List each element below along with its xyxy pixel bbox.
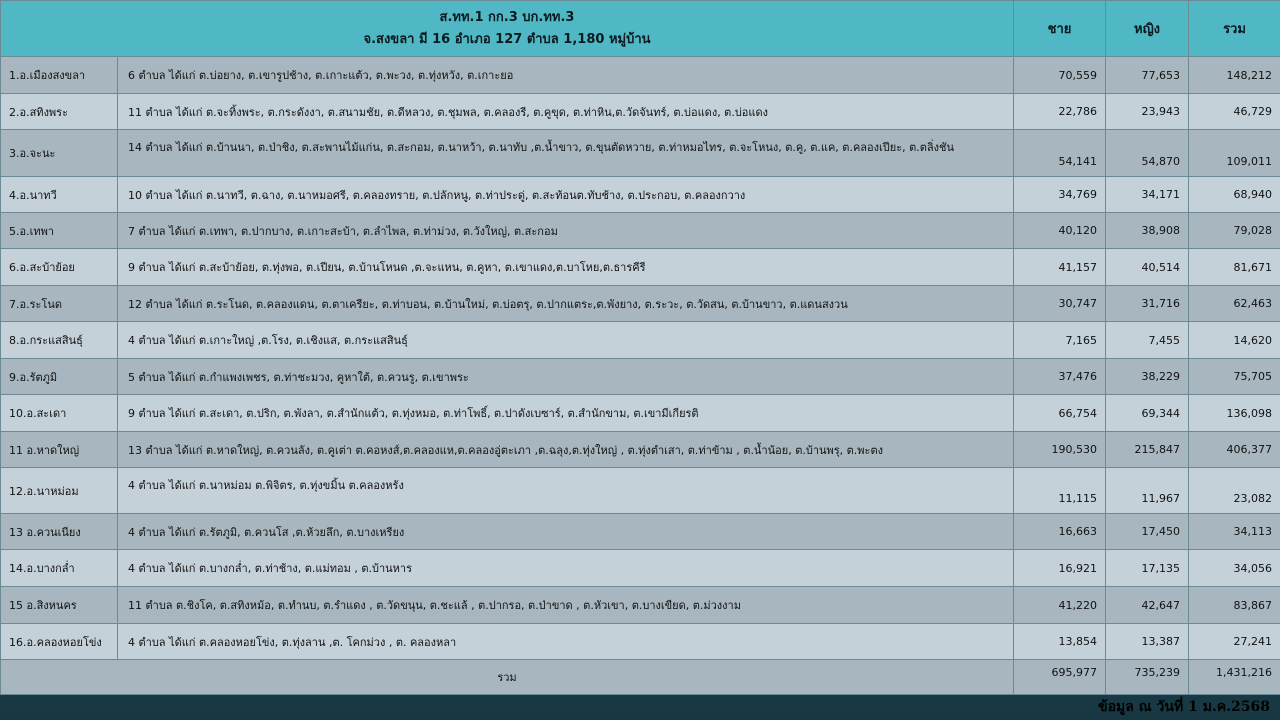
total-count: 406,377 bbox=[1189, 432, 1280, 468]
subdistrict-list: 7 ตำบล ได้แก่ ต.เทพา, ต.ปากบาง, ต.เกาะสะบ้า, ต.ลำไพล, ต.ท่าม่วง, ต.วังใหญ่, ต.สะกอม bbox=[118, 213, 1014, 249]
subdistrict-list: 9 ตำบล ได้แก่ ต.สะบ้าย้อย, ต.ทุ่งพอ, ต.เปียน, ต.บ้านโหนด ,ต.จะแหน, ต.คูหา, ต.เขาแดง,ต.บาโหย,ต.ธารคีรี bbox=[118, 249, 1014, 286]
district-name: 10.อ.สะเดา bbox=[1, 395, 118, 432]
male-count: 40,120 bbox=[1014, 213, 1106, 249]
male-count: 37,476 bbox=[1014, 359, 1106, 395]
subdistrict-list: 12 ตำบล ได้แก่ ต.ระโนด, ต.คลองแดน, ต.ตาเครียะ, ต.ท่าบอน, ต.บ้านใหม่, ต.บ่อตรุ, ต.ปากแตระ,ต.พังยาง, ต.ระวะ, ต.วัดสน, ต.บ้านขาว, ต.แดนสงวน bbox=[118, 286, 1014, 322]
total-count: 46,729 bbox=[1189, 94, 1280, 130]
district-name: 12.อ.นาหม่อม bbox=[1, 468, 118, 514]
table-row bbox=[1, 550, 1280, 587]
table-row bbox=[1, 57, 1280, 94]
total-male: 695,977 bbox=[1014, 660, 1106, 695]
district-name: 6.อ.สะบ้าย้อย bbox=[1, 249, 118, 286]
total-count: 27,241 bbox=[1189, 624, 1280, 660]
female-count: 54,870 bbox=[1106, 130, 1189, 177]
male-count: 11,115 bbox=[1014, 468, 1106, 514]
male-count: 7,165 bbox=[1014, 322, 1106, 359]
table-body bbox=[1, 57, 1280, 660]
district-name: 13 อ.ควนเนียง bbox=[1, 514, 118, 550]
data-date-note: ข้อมูล ณ วันที่ 1 ม.ค.2568 bbox=[1098, 699, 1270, 715]
district-name: 3.อ.จะนะ bbox=[1, 130, 118, 177]
district-name: 9.อ.รัตภูมิ bbox=[1, 359, 118, 395]
table-row bbox=[1, 395, 1280, 432]
male-count: 70,559 bbox=[1014, 57, 1106, 94]
total-count: 75,705 bbox=[1189, 359, 1280, 395]
total-count: 62,463 bbox=[1189, 286, 1280, 322]
female-count: 31,716 bbox=[1106, 286, 1189, 322]
district-name: 16.อ.คลองหอยโข่ง bbox=[1, 624, 118, 660]
female-count: 17,135 bbox=[1106, 550, 1189, 587]
table-row bbox=[1, 286, 1280, 322]
female-count: 38,229 bbox=[1106, 359, 1189, 395]
table-row bbox=[1, 624, 1280, 660]
table-row bbox=[1, 94, 1280, 130]
subdistrict-list: 13 ตำบล ได้แก่ ต.หาดใหญ่, ต.ควนลัง, ต.คูเต่า ต.คอหงส์,ต.คลองแห,ต.คลองอู่ตะเภา ,ต.ฉลุง,ต.ทุ่งใหญ่ , ต.ทุ่งตำเสา, ต.ท่าข้าม , ต.น้ำน้อย, ต.บ้านพรุ, ต.พะตง bbox=[118, 432, 1014, 468]
subdistrict-list: 4 ตำบล ได้แก่ ต.รัตภูมิ, ต.ควนโส ,ต.ห้วยลึก, ต.บางเหรียง bbox=[118, 514, 1014, 550]
table-header-row bbox=[1, 1, 1280, 57]
table-row bbox=[1, 359, 1280, 395]
female-count: 34,171 bbox=[1106, 177, 1189, 213]
subdistrict-list: 11 ตำบล ต.ชิงโค, ต.สทิงหม้อ, ต.ทำนบ, ต.รำแดง , ต.วัดขนุน, ต.ชะแล้ , ต.ปากรอ, ต.ป่าขาด , ต.หัวเขา, ต.บางเขียด, ต.ม่วงงาม bbox=[118, 587, 1014, 624]
male-count: 54,141 bbox=[1014, 130, 1106, 177]
subdistrict-list: 4 ตำบล ได้แก่ ต.คลองหอยโข่ง, ต.ทุ่งลาน ,ต. โคกม่วง , ต. คลองหลา bbox=[118, 624, 1014, 660]
total-count: 109,011 bbox=[1189, 130, 1280, 177]
table-row bbox=[1, 587, 1280, 624]
district-name: 15 อ.สิงหนคร bbox=[1, 587, 118, 624]
subdistrict-list: 4 ตำบล ได้แก่ ต.บางกล่ำ, ต.ท่าช้าง, ต.แม่ทอม , ต.บ้านหาร bbox=[118, 550, 1014, 587]
subdistrict-list: 4 ตำบล ได้แก่ ต.นาหม่อม ต.พิจิตร, ต.ทุ่งขมิ้น ต.คลองหรัง bbox=[118, 468, 1014, 514]
female-count: 69,344 bbox=[1106, 395, 1189, 432]
table-row bbox=[1, 177, 1280, 213]
total-count: 79,028 bbox=[1189, 213, 1280, 249]
female-count: 7,455 bbox=[1106, 322, 1189, 359]
subdistrict-list: 4 ตำบล ได้แก่ ต.เกาะใหญ่ ,ต.โรง, ต.เชิงแส, ต.กระแสสินธุ์ bbox=[118, 322, 1014, 359]
male-count: 16,663 bbox=[1014, 514, 1106, 550]
table-row bbox=[1, 130, 1280, 177]
subdistrict-list: 9 ตำบล ได้แก่ ต.สะเดา, ต.ปริก, ต.พังลา, ต.สำนักแต้ว, ต.ทุ่งหมอ, ต.ท่าโพธิ์, ต.ปาดังเบซาร์, ต.สำนักขาม, ต.เขามีเกียรติ bbox=[118, 395, 1014, 432]
table-total-row bbox=[1, 660, 1280, 695]
district-name: 14.อ.บางกล่ำ bbox=[1, 550, 118, 587]
male-count: 30,747 bbox=[1014, 286, 1106, 322]
male-count: 190,530 bbox=[1014, 432, 1106, 468]
title-line-1: ส.ทท.1 กก.3 บก.ทท.3 bbox=[439, 9, 575, 25]
female-count: 11,967 bbox=[1106, 468, 1189, 514]
male-count: 34,769 bbox=[1014, 177, 1106, 213]
female-count: 13,387 bbox=[1106, 624, 1189, 660]
male-count: 16,921 bbox=[1014, 550, 1106, 587]
district-name: 8.อ.กระแสสินธุ์ bbox=[1, 322, 118, 359]
male-count: 41,220 bbox=[1014, 587, 1106, 624]
female-count: 215,847 bbox=[1106, 432, 1189, 468]
district-name: 4.อ.นาทวี bbox=[1, 177, 118, 213]
table-row bbox=[1, 249, 1280, 286]
subdistrict-list: 11 ตำบล ได้แก่ ต.จะทิ้งพระ, ต.กระดังงา, ต.สนามชัย, ต.ดีหลวง, ต.ชุมพล, ต.คลองรี, ต.คูขุด, ต.ท่าหิน,ต.วัดจันทร์, ต.บ่อแดง, ต.บ่อแดง bbox=[118, 94, 1014, 130]
female-count: 77,653 bbox=[1106, 57, 1189, 94]
district-name: 11 อ.หาดใหญ่ bbox=[1, 432, 118, 468]
total-all: 1,431,216 bbox=[1189, 660, 1280, 695]
district-name: 7.อ.ระโนด bbox=[1, 286, 118, 322]
table-title bbox=[1, 1, 1014, 57]
female-count: 42,647 bbox=[1106, 587, 1189, 624]
total-female: 735,239 bbox=[1106, 660, 1189, 695]
total-count: 34,056 bbox=[1189, 550, 1280, 587]
total-count: 136,098 bbox=[1189, 395, 1280, 432]
female-count: 40,514 bbox=[1106, 249, 1189, 286]
subdistrict-list: 10 ตำบล ได้แก่ ต.นาทวี, ต.ฉาง, ต.นาหมอศรี, ต.คลองทราย, ต.ปลักหนู, ต.ท่าประดู่, ต.สะท้อนต.ทับช้าง, ต.ประกอบ, ต.คลองกวาง bbox=[118, 177, 1014, 213]
table-row bbox=[1, 322, 1280, 359]
district-name: 5.อ.เทพา bbox=[1, 213, 118, 249]
total-count: 23,082 bbox=[1189, 468, 1280, 514]
subdistrict-list: 14 ตำบล ได้แก่ ต.บ้านนา, ต.ป่าชิง, ต.สะพานไม้แก่น, ต.สะกอม, ต.นาหว้า, ต.นาทับ ,ต.น้ำขาว, ต.ขุนตัดหวาย, ต.ท่าหมอไทร, ต.จะโหนง, ต.คู, ต.แค, ต.คลองเปียะ, ต.ตลิ่งชัน bbox=[118, 130, 1014, 177]
total-count: 34,113 bbox=[1189, 514, 1280, 550]
total-count: 81,671 bbox=[1189, 249, 1280, 286]
column-header-female: หญิง bbox=[1106, 1, 1189, 57]
subdistrict-list: 6 ตำบล ได้แก่ ต.บ่อยาง, ต.เขารูปช้าง, ต.เกาะแต้ว, ต.พะวง, ต.ทุ่งหวัง, ต.เกาะยอ bbox=[118, 57, 1014, 94]
total-count: 68,940 bbox=[1189, 177, 1280, 213]
column-header-total: รวม bbox=[1189, 1, 1280, 57]
table-row bbox=[1, 468, 1280, 514]
male-count: 41,157 bbox=[1014, 249, 1106, 286]
district-name: 1.อ.เมืองสงขลา bbox=[1, 57, 118, 94]
total-count: 14,620 bbox=[1189, 322, 1280, 359]
male-count: 66,754 bbox=[1014, 395, 1106, 432]
subdistrict-list: 5 ตำบล ได้แก่ ต.กำแพงเพชร, ต.ท่าชะมวง, คูหาใต้, ต.ควนรู, ต.เขาพระ bbox=[118, 359, 1014, 395]
district-name: 2.อ.สทิงพระ bbox=[1, 94, 118, 130]
female-count: 38,908 bbox=[1106, 213, 1189, 249]
male-count: 22,786 bbox=[1014, 94, 1106, 130]
female-count: 23,943 bbox=[1106, 94, 1189, 130]
male-count: 13,854 bbox=[1014, 624, 1106, 660]
total-count: 83,867 bbox=[1189, 587, 1280, 624]
title-line-2: จ.สงขลา มี 16 อำเภอ 127 ตำบล 1,180 หมู่บ้าน bbox=[363, 31, 651, 47]
column-header-male: ชาย bbox=[1014, 1, 1106, 57]
female-count: 17,450 bbox=[1106, 514, 1189, 550]
table-row bbox=[1, 213, 1280, 249]
table-row bbox=[1, 432, 1280, 468]
total-count: 148,212 bbox=[1189, 57, 1280, 94]
table-row bbox=[1, 514, 1280, 550]
total-label: รวม bbox=[1, 660, 1014, 695]
